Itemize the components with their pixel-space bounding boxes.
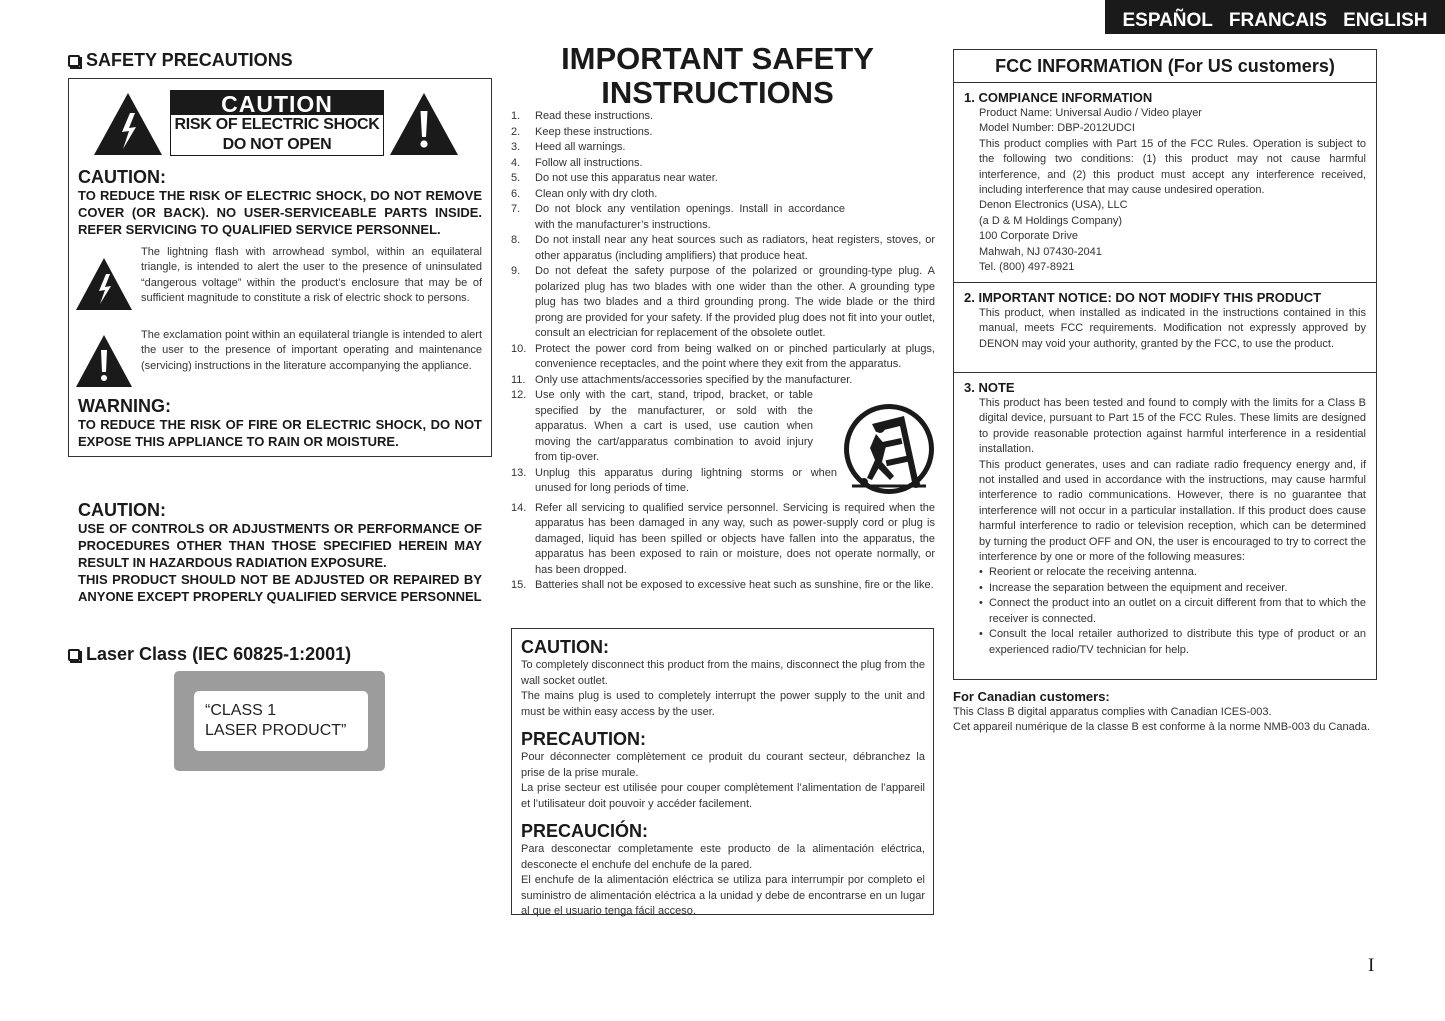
list-item: • Increase the separation between the equipment and receiver. (979, 581, 1366, 596)
section-heading: 3. NOTE (964, 380, 1015, 395)
section-heading: 2. IMPORTANT NOTICE: DO NOT MODIFY THIS PRODUCT (964, 290, 1322, 305)
list-item: 2. Keep these instructions. (511, 125, 653, 138)
precaution-heading: PRECAUTION: (521, 729, 646, 749)
list-item: • Connect the product into an outlet on a circuit different from that to which the receiver is connected. (979, 596, 1366, 627)
list-item: 4. Follow all instructions. (511, 156, 643, 169)
fcc-compliance-section: 1. COMPIANCE INFORMATION Product Name: Universal Audio / Video player Model Number: DBP-2012UDCI This product complies with Part 15 of the FCC Rules. Operation is subject to the following two conditions: (1) this product may not cause harmful interference, and (2) this product must accept any interference received, including interference that may cause undesired operation. Denon Electronics (USA), LLC (a D & M Holdings Company) 100 Corporate Drive Mahwah, NJ 07430-2041 Tel. (800) 497-8921 (954, 83, 1376, 283)
precaucion-paragraph: Para desconectar completamente este producto de la alimentación eléctrica, desconecte el enchufe del enchufe de la pared. (521, 843, 925, 871)
list-item: 11. Only use attachments/accessories specified by the manufacturer. (511, 373, 853, 386)
caution-sign-title: CAUTION (171, 91, 383, 115)
page-title: IMPORTANT SAFETY INSTRUCTIONS (561, 41, 874, 110)
caution-paragraph: The mains plug is used to completely interrupt the power supply to the unit and must be within easy access by the user. (521, 690, 925, 718)
list-item: 6. Clean only with dry cloth. (511, 187, 658, 200)
exclamation-symbol-icon (74, 333, 134, 389)
section-heading: 1. COMPIANCE INFORMATION (964, 90, 1153, 105)
lightning-symbol-icon (74, 256, 134, 312)
list-item: 9. Do not defeat the safety purpose of the polarized or grounding-type plug. A polarized plug has two blades with one wider than the other. A grounding type plug has two blades and a third grounding prong. The wide blade or the third prong are provided for your safety. If the provided plug does not fit into your outlet, consult an electrician for replacement of the obsolete outlet. (511, 265, 935, 339)
list-item: 3. Heed all warnings. (511, 141, 626, 153)
laser-class-heading: Laser Class (IEC 60825-1:2001) (68, 644, 351, 665)
laser-label (194, 691, 368, 751)
list-item: • Reorient or relocate the receiving antenna. (979, 565, 1366, 580)
fcc-title: FCC INFORMATION (For US customers) (954, 50, 1376, 83)
instructions-list (511, 109, 935, 594)
caution-text: THIS PRODUCT SHOULD NOT BE ADJUSTED OR REPAIRED BY ANYONE EXCEPT PROPERLY QUALIFIED SERVICE PERSONNEL (78, 572, 482, 604)
list-item: 12. Use only with the cart, stand, tripod, bracket, or table specified by the manufacturer, or sold with the apparatus. When a cart is used, use caution when moving the cart/apparatus combination to avoid injury from tip-over. (511, 389, 813, 463)
list-item: 1. Read these instructions. (511, 110, 654, 122)
laser-label-line: “CLASS 1 (205, 702, 277, 719)
language-tab (1105, 0, 1445, 34)
checkbox-bullet-icon (68, 649, 80, 661)
caution-heading: CAUTION: (78, 500, 166, 520)
caution-heading: CAUTION: (78, 167, 166, 187)
warning-text: TO REDUCE THE RISK OF FIRE OR ELECTRIC SHOCK, DO NOT EXPOSE THIS APPLIANCE TO RAIN OR MOISTURE. (78, 417, 482, 449)
list-item: 8. Do not install near any heat sources such as radiators, heat registers, stoves, or other apparatus (including amplifiers) that produce heat. (511, 234, 935, 262)
exclamation-warning-icon (388, 91, 460, 157)
cart-tipover-warning-icon (842, 402, 936, 496)
lightning-description: The lightning flash with arrowhead symbol, within an equilateral triangle, is intended to alert the user to the presence of uninsulated “dangerous voltage” within the product’s enclosure that may be of sufficient magnitude to constitute a risk of electric shock to persons. (141, 246, 482, 305)
lightning-warning-icon (92, 91, 164, 157)
section-heading: For Canadian customers: (953, 689, 1110, 704)
list-item: 5. Do not use this apparatus near water. (511, 172, 718, 184)
language-label: ESPAÑOL (1122, 10, 1213, 31)
caution-heading: CAUTION: (521, 637, 609, 657)
list-item: 15. Batteries shall not be exposed to excessive heat such as sunshine, fire or the like. (511, 579, 934, 591)
fcc-notice-section: 2. IMPORTANT NOTICE: DO NOT MODIFY THIS PRODUCT This product, when installed as indicated in the instructions contained in this manual, meets FCC requirements. Modification not expressly approved by DENON may void your authority, granted by the FCC, to use the product. (954, 283, 1376, 373)
page-number: I (1368, 955, 1375, 976)
safety-precautions-heading: SAFETY PRECAUTIONS (68, 50, 293, 71)
list-item: 7. Do not block any ventilation openings. Install in accordance with the manufacturer’s instructions. (511, 203, 845, 231)
canadian-customers-section: For Canadian customers: This Class B digital apparatus complies with Canadian ICES-003. Cet appareil numérique de la classe B est conforme à la norme NMB-003 du Canada. (953, 689, 1377, 736)
precaution-paragraph: La prise secteur est utilisée pour couper complètement l’alimentation de l’appareil et l’utilisateur doit pouvoir y accéder facilement. (521, 782, 925, 810)
language-label: ENGLISH (1343, 10, 1428, 31)
caution-text: TO REDUCE THE RISK OF ELECTRIC SHOCK, DO NOT REMOVE COVER (OR BACK). NO USER-SERVICEABLE PARTS INSIDE. REFER SERVICING TO QUALIFIED SERVICE PERSONNEL. (78, 188, 482, 237)
exclamation-description: The exclamation point within an equilateral triangle is intended to alert the user to the presence of important operating and maintenance (servicing) instructions in the literature accompanying the appliance. (141, 329, 482, 372)
warning-heading: WARNING: (78, 396, 171, 416)
fcc-information-box (953, 49, 1377, 680)
list-item: 10. Protect the power cord from being walked on or pinched particularly at plugs, convenience receptacles, and the point where they exit from the apparatus. (511, 342, 935, 370)
caution-paragraph: To completely disconnect this product from the mains, disconnect the plug from the wall socket outlet. (521, 659, 925, 687)
checkbox-bullet-icon (68, 55, 80, 67)
mains-caution-box (511, 628, 934, 915)
caution-text: USE OF CONTROLS OR ADJUSTMENTS OR PERFORMANCE OF PROCEDURES OTHER THAN THOSE SPECIFIED HEREIN MAY RESULT IN HAZARDOUS RADIATION EXPOSURE. (78, 521, 482, 570)
list-item: 13. Unplug this apparatus during lightning storms or when unused for long periods of time. (511, 466, 837, 494)
caution-sign (170, 90, 384, 156)
list-item: • Consult the local retailer authorized to distribute this type of product or an experienced radio/TV technician for help. (979, 627, 1366, 658)
fcc-note-section: 3. NOTE This product has been tested and found to comply with the limits for a Class B digital device, pursuant to Part 15 of the FCC Rules. These limits are designed to provide reasonable protection against harmful interference in a residential installation. This product generates, uses and can radiate radio frequency energy and, if not installed and used in accordance with the instructions, may cause harmful interference to radio communications. However, there is no guarantee that interference will not occur in a particular installation. If this product does cause harmful interference to radio or television reception, which can be determined by turning the product OFF and ON, the user is encouraged to try to correct the interference by one or more of the following measures: • Reorient or relocate the receiving antenna. • Increase the separation between the equipment and receiver. • Connect the product into an outlet on a circuit different from that to which the receiver is connected. • Consult the local retailer authorized to distribute this type of product or an experienced radio/TV technician for help. (954, 373, 1376, 658)
language-label: FRANCAIS (1228, 10, 1328, 31)
caution-sign-line: RISK OF ELECTRIC SHOCK (174, 116, 380, 133)
laser-label-line: LASER PRODUCT” (205, 722, 347, 739)
caution-sign-line: DO NOT OPEN (222, 136, 332, 153)
list-item: 14. Refer all servicing to qualified service personnel. Servicing is required when the apparatus has been damaged in any way, such as power-supply cord or plug is damaged, liquid has been spilled or objects have fallen into the apparatus, the apparatus has been exposed to rain or moisture, does not operate normally, or has been dropped. (511, 501, 935, 576)
precaution-paragraph: Pour déconnecter complètement ce produit du courant secteur, débranchez la prise de la prise murale. (521, 751, 925, 779)
precaucion-heading: PRECAUCIÓN: (521, 821, 649, 841)
precaucion-paragraph: El enchufe de la alimentación eléctrica se utiliza para interrumpir por completo el suministro de alimentación eléctrica a la unidad y debe de encontrarse en un lugar al que el usuario tenga fácil acceso. (521, 874, 925, 917)
